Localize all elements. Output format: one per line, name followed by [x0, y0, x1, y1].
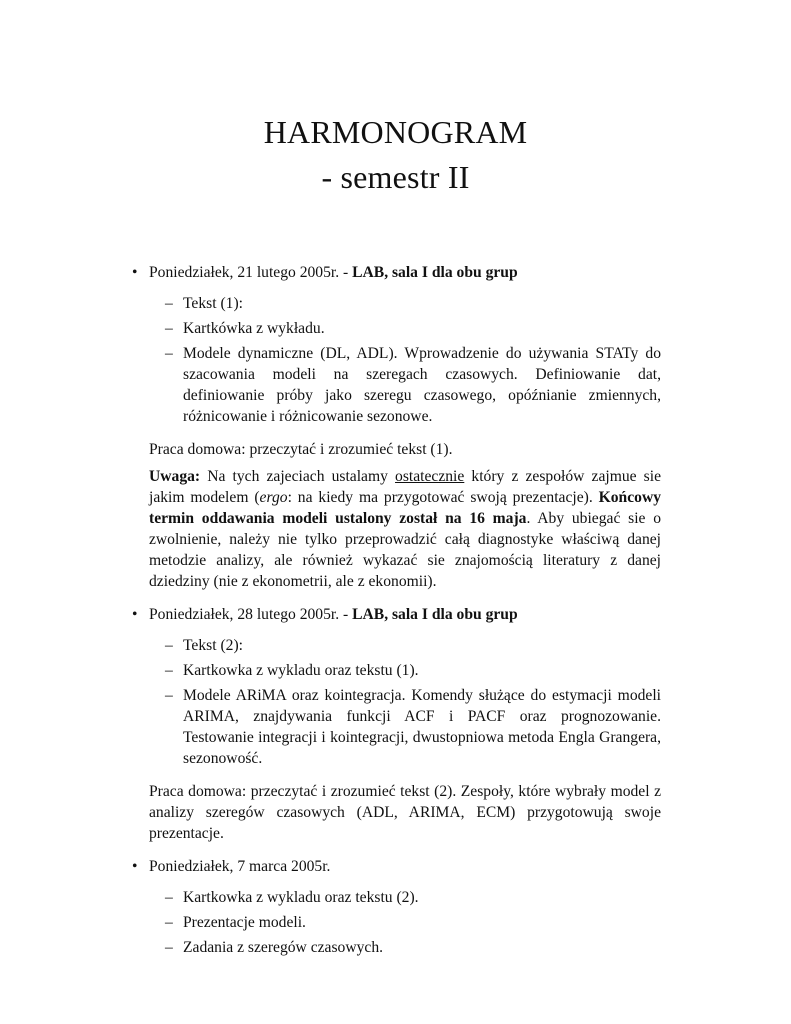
- dash-icon: –: [165, 889, 173, 906]
- bullet-icon: •: [132, 858, 138, 875]
- note-paragraph: Uwaga: Na tych zajeciach ustalamy ostatecznie który z zespołów zajmue sie jakim modelem (ergo: na kiedy ma przygotować swoją prezentacje). Końcowy termin oddawania modeli ustalony został na 16 maja. Aby ubiegać sie o zwolnienie, należy nie tylko przeprowadzić całą diagnostyke właściwą danej metodzie analizy, ale również wykazać sie znajomością literatury z danej dziedziny (nie z ekonometrii, ale z ekonomii).: [149, 468, 661, 590]
- entry-heading: [149, 604, 661, 625]
- dash-icon: –: [165, 662, 173, 679]
- list-item: – Tekst (2):: [165, 637, 243, 654]
- list-item: – Modele dynamiczne (DL, ADL). Wprowadzenie do używania STATy do szacowania modeli na szeregach czasowych. Definiowanie dat, definiowanie próby jako szeregu czasowego, opóźnianie zmiennych, różnicowanie i różnicowanie sezonowe.: [165, 345, 661, 425]
- dash-icon: –: [165, 939, 173, 956]
- entry-items: [149, 635, 661, 769]
- dash-icon: –: [165, 637, 173, 654]
- entry-items: [149, 293, 661, 427]
- underlined-word: ostatecznie: [395, 468, 465, 485]
- entry-heading: [149, 262, 661, 283]
- schedule-entry: [131, 604, 661, 844]
- homework-text: Praca domowa: przeczytać i zrozumieć tekst (1).: [149, 441, 453, 458]
- schedule-entry: [131, 262, 661, 592]
- deadline-text: Końcowy termin oddawania modeli ustalony został na 16 maja: [149, 489, 661, 527]
- entry-date: Poniedziałek, 28 lutego 2005r. -: [149, 606, 353, 623]
- list-item: – Zadania z szeregów czasowych.: [165, 939, 384, 956]
- dash-icon: –: [165, 295, 173, 312]
- list-item: – Modele ARiMA oraz kointegracja. Komendy służące do estymacji modeli ARIMA, znajdywania funkcji ACF i PACF oraz prognozowanie. Testowanie integracji i kointegracji, dwustopniowa metoda Engla Grangera, sezonowość.: [165, 687, 661, 767]
- schedule-list: [131, 262, 661, 962]
- dash-icon: –: [165, 345, 173, 362]
- note-label: Uwaga:: [149, 468, 201, 485]
- entry-date: Poniedziałek, 7 marca 2005r.: [149, 858, 331, 875]
- bullet-icon: •: [132, 606, 138, 623]
- homework-text: Praca domowa: przeczytać i zrozumieć tekst (2). Zespoły, które wybrały model z analizy szeregów czasowych (ADL, ARIMA, ECM) przygotowują swoje prezentacje.: [149, 783, 661, 842]
- dash-icon: –: [165, 687, 173, 704]
- dash-icon: –: [165, 914, 173, 931]
- document-subtitle: - semestr II: [321, 159, 470, 195]
- entry-heading: [149, 856, 661, 877]
- list-item: – Tekst (1):: [165, 295, 243, 312]
- dash-icon: –: [165, 320, 173, 337]
- entry-location: LAB, sala I dla obu grup: [352, 264, 518, 281]
- italic-word: ergo: [259, 489, 288, 506]
- document-title: HARMONOGRAM: [263, 114, 528, 150]
- bullet-icon: •: [132, 264, 138, 281]
- list-item: – Kartkówka z wykładu.: [165, 320, 325, 337]
- entry-items: [149, 887, 661, 958]
- entry-location: LAB, sala I dla obu grup: [352, 606, 518, 623]
- list-item: – Kartkowka z wykladu oraz tekstu (1).: [165, 662, 419, 679]
- list-item: – Kartkowka z wykladu oraz tekstu (2).: [165, 889, 419, 906]
- list-item: – Prezentacje modeli.: [165, 914, 306, 931]
- schedule-entry: [131, 856, 661, 958]
- entry-date: Poniedziałek, 21 lutego 2005r. -: [149, 264, 353, 281]
